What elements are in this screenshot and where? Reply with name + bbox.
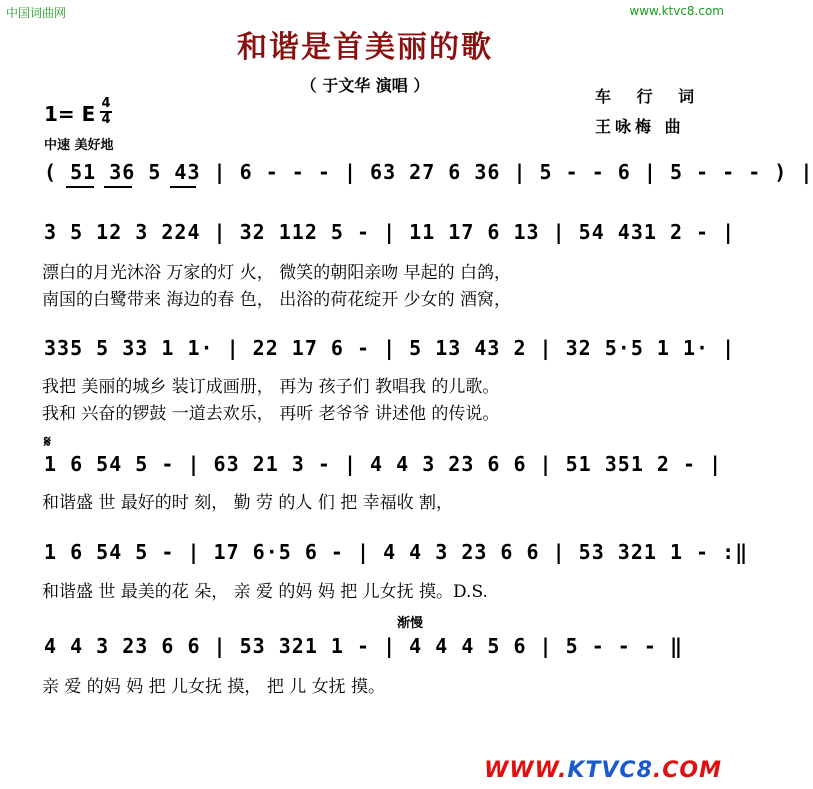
lyrics-line-2a: 漂白的月光沐浴 万家的灯 火， 微笑的朝阳亲吻 早起的 白鸽， xyxy=(42,263,512,283)
segno-symbol: 𝄋 xyxy=(44,432,51,451)
beam-underline xyxy=(104,186,132,188)
key-signature: 1= E xyxy=(44,102,96,126)
time-signature-bottom: 4 xyxy=(101,112,111,127)
lyrics-line-4: 和谐盛 世 最好的时 刻， 勤 劳 的人 们 把 幸福收 割， xyxy=(42,493,454,513)
score-line-3: 335 5 33 1 1· | 22 17 6 - | 5 13 43 2 | 32 5·5 1 1· | xyxy=(44,336,736,360)
beam-underline xyxy=(66,186,94,188)
watermark-bottom xyxy=(484,758,722,783)
score-line-2: 3 5 12 3 224 | 32 112 5 - | 11 17 6 13 | 54 431 2 - | xyxy=(44,220,736,244)
lyricist-credit: 车 行 词 xyxy=(595,87,705,106)
time-signature xyxy=(100,98,112,126)
score-line-6: 4 4 3 23 6 6 | 53 321 1 - | 4 4 4 5 6 | 5 - - - ‖ xyxy=(44,634,684,658)
watermark-bottom-domain: KTVC8 xyxy=(567,758,653,783)
composer-credit: 王咏梅 曲 xyxy=(595,117,685,136)
score-line-4: 1 6 54 5 - | 63 21 3 - | 4 4 3 23 6 6 | 51 351 2 - | xyxy=(44,452,723,476)
lyrics-line-2b: 南国的白鹭带来 海边的春 色， 出浴的荷花绽开 少女的 酒窝， xyxy=(42,290,512,310)
song-title: 和谐是首美丽的歌 xyxy=(237,30,493,65)
watermark-bottom-suffix: .COM xyxy=(652,758,722,783)
ritardando-marking: 渐慢 xyxy=(397,616,424,631)
score-line-5: 1 6 54 5 - | 17 6·5 6 - | 4 4 3 23 6 6 | 53 321 1 - :‖ xyxy=(44,540,749,564)
lyrics-line-3b: 我和 兴奋的锣鼓 一道去欢乐， 再听 老爷爷 讲述他 的传说。 xyxy=(42,404,500,424)
lyrics-line-3a: 我把 美丽的城乡 装订成画册， 再为 孩子们 教唱我 的儿歌。 xyxy=(42,377,500,397)
score-line-1: ( 51 36 5 43 | 6 - - - | 63 27 6 36 | 5 - - 6 | 5 - - - ) | xyxy=(44,160,813,184)
watermark-top-left: 中国词曲网 xyxy=(6,6,67,20)
lyrics-line-6: 亲 爱 的妈 妈 把 儿女抚 摸， 把 儿 女抚 摸。 xyxy=(42,677,386,697)
time-signature-top: 4 xyxy=(101,96,111,111)
watermark-top-right: www.ktvc8.com xyxy=(629,4,724,18)
lyrics-line-5: 和谐盛 世 最美的花 朵， 亲 爱 的妈 妈 把 儿女抚 摸。D.S. xyxy=(42,582,488,602)
performer-credit: （ 于文华 演唱 ） xyxy=(300,76,430,95)
watermark-bottom-prefix: WWW. xyxy=(484,758,568,783)
tempo-marking: 中速 美好地 xyxy=(44,138,114,153)
beam-underline xyxy=(170,186,196,188)
